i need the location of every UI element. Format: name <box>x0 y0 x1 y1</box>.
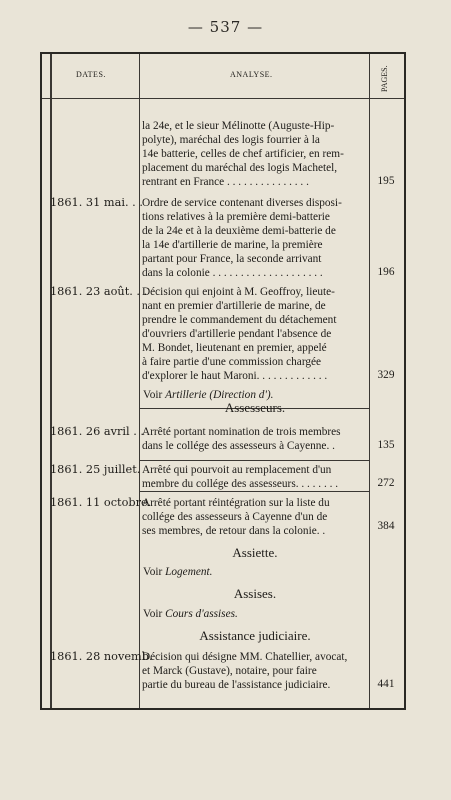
text-line: polyte), maréchal des logis fourrier à la <box>142 134 320 146</box>
section-heading-assesseurs: Assesseurs. <box>224 400 286 415</box>
page-ref: 272 <box>377 477 395 489</box>
text-line: d'explorer le haut Maroni. . . . . . . . . . . . . <box>142 370 328 382</box>
see-reference: Cours d'assises. <box>165 608 238 620</box>
see-also-logement <box>143 566 212 578</box>
text-line: ses membres, de retour dans la colonie. . <box>142 525 326 537</box>
page-ref: 384 <box>377 520 395 532</box>
see-prefix: Voir <box>143 389 163 401</box>
text-line: nant en premier d'artillerie de marine, de <box>142 300 326 312</box>
text-line: Ordre de service contenant diverses disposi- <box>142 197 342 209</box>
page-ref: 196 <box>377 266 395 278</box>
text-line: Arrêté portant réintégration sur la liste du <box>142 497 330 509</box>
text-line: dans le collége des assesseurs à Cayenne. . <box>142 440 335 452</box>
text-line: partie du bureau de l'assistance judiciaire. <box>142 679 331 691</box>
pages-header: PAGES. <box>380 65 389 92</box>
entry-rule <box>140 460 369 461</box>
page-ref: 195 <box>377 175 395 187</box>
text-line: la 14e d'artillerie de marine, la première <box>142 239 323 251</box>
entry-analysis <box>142 119 368 189</box>
text-line: placement du maréchal des logis Machetel, <box>142 162 338 174</box>
see-prefix: Voir <box>143 608 163 620</box>
see-reference: Artillerie (Direction d'). <box>165 389 274 401</box>
text-line: Décision qui enjoint à M. Geoffroy, lieute- <box>142 286 335 298</box>
section-heading-assises: Assises. <box>233 586 277 601</box>
entry-date: 1861. 26 avril . . <box>50 425 145 438</box>
text-line: Décision qui désigne MM. Chatellier, avocat, <box>142 651 348 663</box>
entry-analysis <box>142 650 368 692</box>
text-line: d'ouvriers d'artillerie pendant l'absence de <box>142 328 332 340</box>
entry-analysis <box>142 496 368 538</box>
text-line: 14e batterie, celles de chef artificier, en rem- <box>142 148 344 160</box>
text-line: M. Bondet, lieutenant en premier, appelé <box>142 342 327 354</box>
entry-analysis <box>142 463 368 491</box>
text-line: et Marck (Gustave), notaire, pour faire <box>142 665 317 677</box>
text-line: dans la colonie . . . . . . . . . . . . . . . . . . . . <box>142 267 323 279</box>
text-line: de la 24e et à la deuxième demi-batterie de <box>142 225 336 237</box>
entry-rule <box>140 491 369 492</box>
dates-header: DATES. <box>76 70 106 79</box>
page-ref: 135 <box>377 439 395 451</box>
section-heading-assistance-judiciaire: Assistance judiciaire. <box>199 628 311 643</box>
see-also-cours-assises <box>143 608 238 620</box>
page-ref: 329 <box>377 369 395 381</box>
text-line: à faire partie d'une commission chargée <box>142 356 322 368</box>
analyse-header: ANALYSE. <box>230 70 273 79</box>
page-number: — 537 — <box>187 18 264 36</box>
text-line: rentrant en France . . . . . . . . . . . . . . . <box>142 176 309 188</box>
entry-date: 1861. 28 novemb. <box>50 650 153 663</box>
entry-analysis <box>142 285 368 383</box>
text-line: collége des assesseurs à Cayenne d'un de <box>142 511 328 523</box>
entry-date: 1861. 31 mai. . . <box>50 196 143 209</box>
text-line: membre du collége des assesseurs. . . . . . . . <box>142 478 339 490</box>
text-line: partant pour France, la seconde arrivant <box>142 253 322 265</box>
entry-analysis <box>142 196 368 280</box>
section-heading-assiette: Assiette. <box>232 545 278 560</box>
entry-date: 1861. 23 août. . . <box>50 285 148 298</box>
text-line: tions relatives à la première demi-batterie <box>142 211 330 223</box>
text-line: Arrêté portant nomination de trois membres <box>142 426 341 438</box>
text-line: prendre le commandement du détachement <box>142 314 337 326</box>
page-ref: 441 <box>377 678 395 690</box>
entry-analysis <box>142 425 368 453</box>
entry-date: 1861. 11 octobre. <box>50 496 152 509</box>
entry-date: 1861. 25 juillet. <box>50 463 141 476</box>
see-prefix: Voir <box>143 566 163 578</box>
text-line: la 24e, et le sieur Mélinotte (Auguste-Hip- <box>142 120 335 132</box>
text-line: Arrêté qui pourvoit au remplacement d'un <box>142 464 332 476</box>
see-reference: Logement. <box>165 566 213 578</box>
